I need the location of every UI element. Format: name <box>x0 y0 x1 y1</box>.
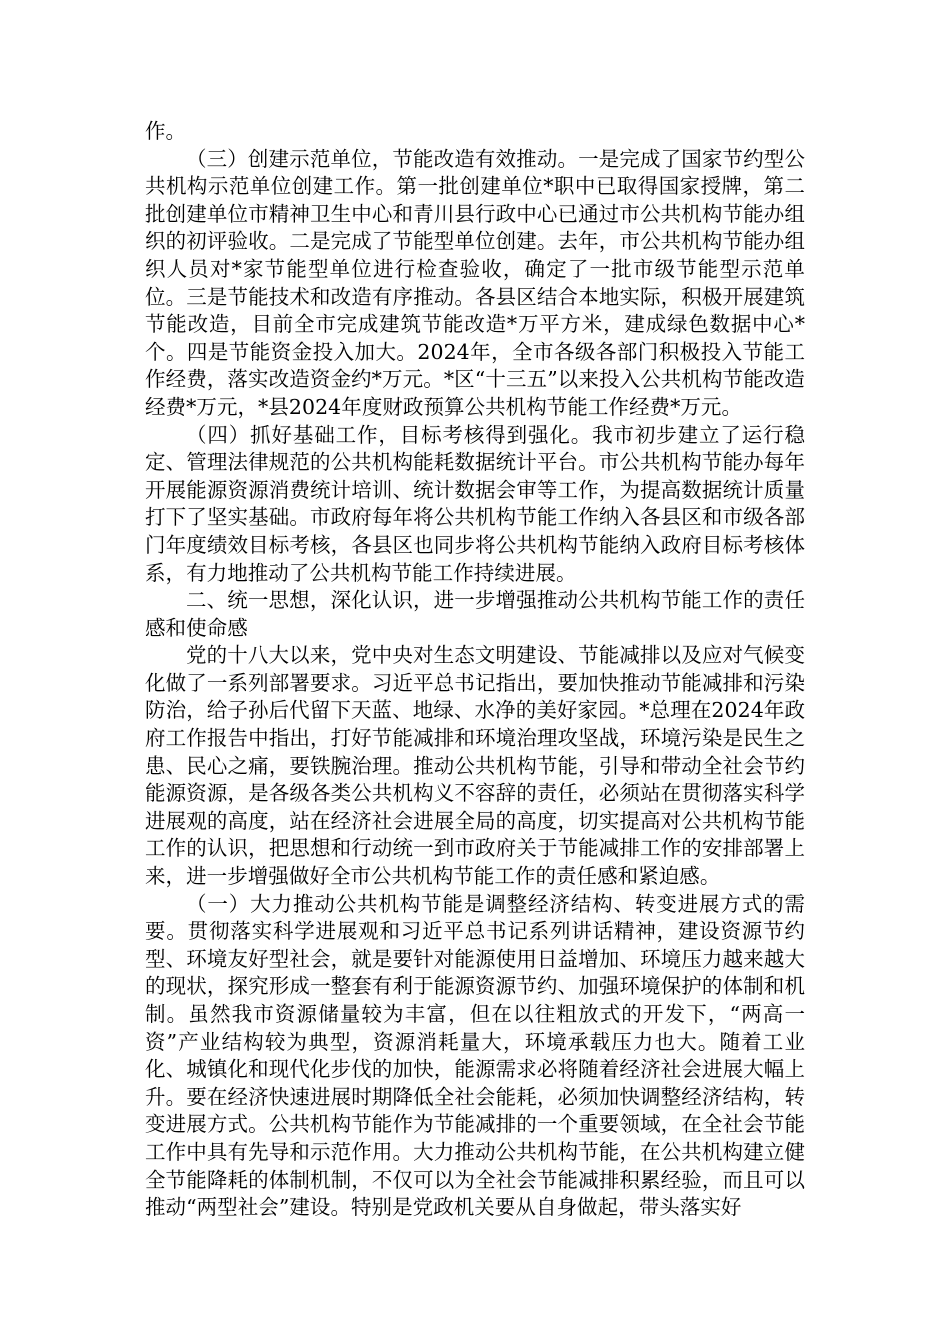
paragraph-section-4: （四）抓好基础工作，目标考核得到强化。我市初步建立了运行稳定、管理法律规范的公共机构能耗数据统计平台。市公共机构节能办每年开展能源资源消费统计培训、统计数据会审等工作，为提高数据统计质量打下了坚实基础。市政府每年将公共机构节能工作纳入各县区和市级各部门年度绩效目标考核，各县区也同步将公共机构节能纳入政府目标考核体系，有力地推动了公共机构节能工作持续进展。 <box>145 422 805 585</box>
document-page <box>145 118 805 1222</box>
paragraph-section-3: （三）创建示范单位，节能改造有效推动。一是完成了国家节约型公共机构示范单位创建工作。第一批创建单位*职中已取得国家授牌，第二批创建单位市精神卫生中心和青川县行政中心已通过市公共机构节能办组织的初评验收。二是完成了节能型单位创建。去年，市公共机构节能办组织人员对*家节能型单位进行检查验收，确定了一批市级节能型示范单位。三是节能技术和改造有序推动。各县区结合本地实际，积极开展建筑节能改造，目前全市完成建筑节能改造*万平方米，建成绿色数据中心*个。四是节能资金投入加大。2024年，全市各级各部门积极投入节能工作经费，落实改造资金约*万元。*区“十三五”以来投入公共机构节能改造经费*万元，*县2024年度财政预算公共机构节能工作经费*万元。 <box>145 146 805 419</box>
paragraph-subsection-1: （一）大力推动公共机构节能是调整经济结构、转变进展方式的需要。贯彻落实科学进展观和习近平总书记系列讲话精神，建设资源节约型、环境友好型社会，就是要针对能源使用日益增加、环境压力越来越大的现状，探究形成一整套有利于能源资源节约、加强环境保护的体制和机制。虽然我市资源储量较为丰富，但在以往粗放式的开发下，“两高一资”产业结构较为典型，资源消耗量大，环境承载压力也大。随着工业化、城镇化和现代化步伐的加快，能源需求必将随着经济社会进展大幅上升。要在经济快速进展时期降低全社会能耗，必须加快调整经济结构，转变进展方式。公共机构节能作为节能减排的一个重要领域，在全社会节能工作中具有先导和示范作用。大力推动公共机构节能，在公共机构建立健全节能降耗的体制机制，不仅可以为全社会节能减排积累经验，而且可以推动“两型社会”建设。特别是党政机关要从自身做起，带头落实好 <box>145 891 805 1220</box>
paragraph-body: 党的十八大以来，党中央对生态文明建设、节能减排以及应对气候变化做了一系列部署要求。习近平总书记指出，要加快推动节能减排和污染防治，给子孙后代留下天蓝、地绿、水净的美好家园。*总理在2024年政府工作报告中指出，打好节能减排和环境治理攻坚战，环境污染是民生之患、民心之痛，要铁腕治理。推动公共机构节能，引导和带动全社会节约能源资源，是各级各类公共机构义不容辞的责任，必须站在贯彻落实科学进展观的高度，站在经济社会进展全局的高度，切实提高对公共机构节能工作的认识，把思想和行动统一到市政府关于节能减排工作的安排部署上来，进一步增强做好全市公共机构节能工作的责任感和紧迫感。 <box>145 643 805 889</box>
heading-part-2: 二、统一思想，深化认识，进一步增强推动公共机构节能工作的责任感和使命感 <box>145 588 805 640</box>
paragraph-continuation: 作。 <box>145 119 187 143</box>
